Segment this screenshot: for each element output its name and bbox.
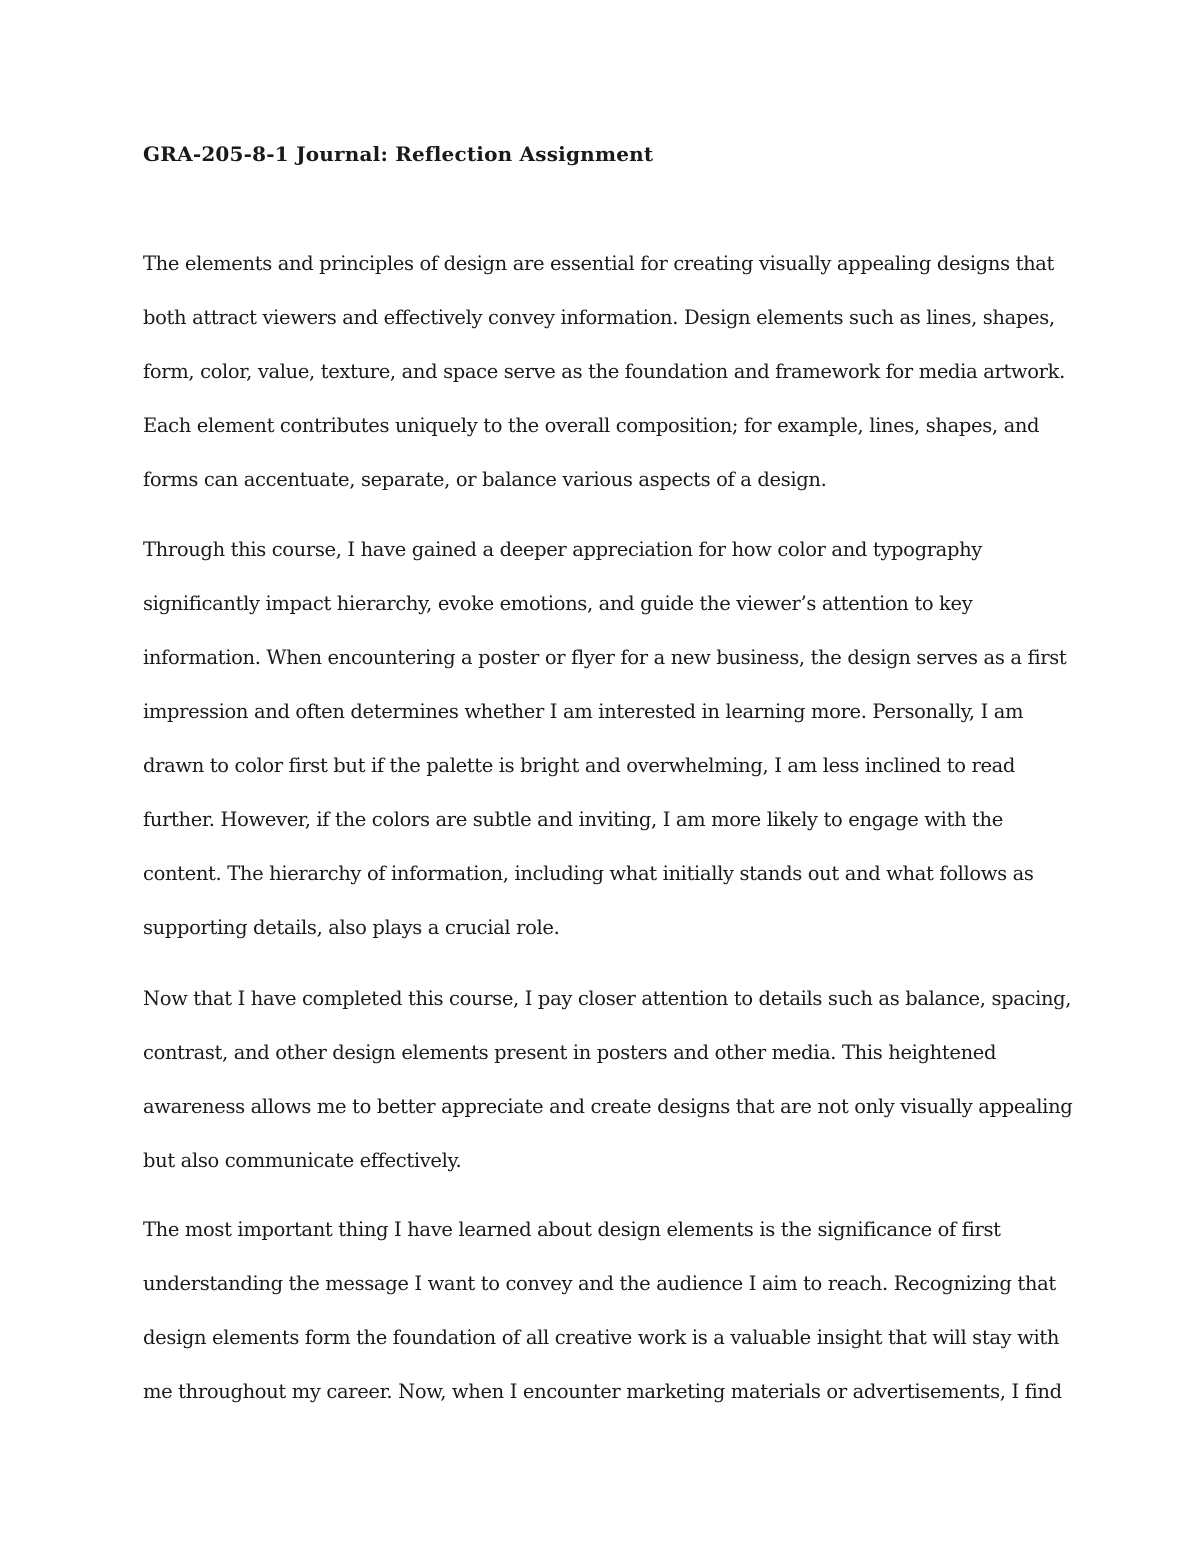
text-line: contrast, and other design elements present in posters and other media. This heightened <box>143 1041 997 1064</box>
text-line: Now that I have completed this course, I pay closer attention to details such as balance, spacing, <box>143 987 1072 1010</box>
text-line: Through this course, I have gained a deeper appreciation for how color and typography <box>143 538 982 561</box>
text-line: drawn to color first but if the palette is bright and overwhelming, I am less inclined to read <box>143 754 1016 777</box>
text-line: Each element contributes uniquely to the overall composition; for example, lines, shapes, and <box>143 414 1040 437</box>
text-line: understanding the message I want to convey and the audience I aim to reach. Recognizing that <box>143 1272 1056 1295</box>
text-line: significantly impact hierarchy, evoke emotions, and guide the viewer’s attention to key <box>143 592 973 615</box>
text-line: design elements form the foundation of all creative work is a valuable insight that will stay with <box>143 1326 1060 1349</box>
paragraph-most-important-lesson <box>143 1203 1062 1419</box>
text-line: me throughout my career. Now, when I encounter marketing materials or advertisements, I find <box>143 1380 1062 1403</box>
paragraph-elements-principles <box>143 237 1065 507</box>
text-line: impression and often determines whether I am interested in learning more. Personally, I am <box>143 700 1024 723</box>
text-line: information. When encountering a poster or flyer for a new business, the design serves as a first <box>143 646 1067 669</box>
text-line: further. However, if the colors are subtle and inviting, I am more likely to engage with the <box>143 808 1003 831</box>
paragraph-color-typography <box>143 523 1066 955</box>
paragraph-course-completion <box>143 972 1072 1188</box>
page-title: GRA-205-8-1 Journal: Reflection Assignment <box>143 142 654 166</box>
text-line: both attract viewers and effectively convey information. Design elements such as lines, shapes, <box>143 306 1055 329</box>
text-line: The most important thing I have learned about design elements is the significance of first <box>143 1218 1001 1241</box>
text-line: content. The hierarchy of information, including what initially stands out and what follows as <box>143 862 1034 885</box>
text-line: form, color, value, texture, and space serve as the foundation and framework for media artwork. <box>143 360 1065 383</box>
text-line: but also communicate effectively. <box>143 1149 462 1172</box>
text-line: awareness allows me to better appreciate and create designs that are not only visually appealing <box>143 1095 1073 1118</box>
text-line: The elements and principles of design are essential for creating visually appealing designs that <box>143 252 1055 275</box>
text-line: forms can accentuate, separate, or balance various aspects of a design. <box>143 468 827 491</box>
text-line: supporting details, also plays a crucial role. <box>143 916 560 939</box>
